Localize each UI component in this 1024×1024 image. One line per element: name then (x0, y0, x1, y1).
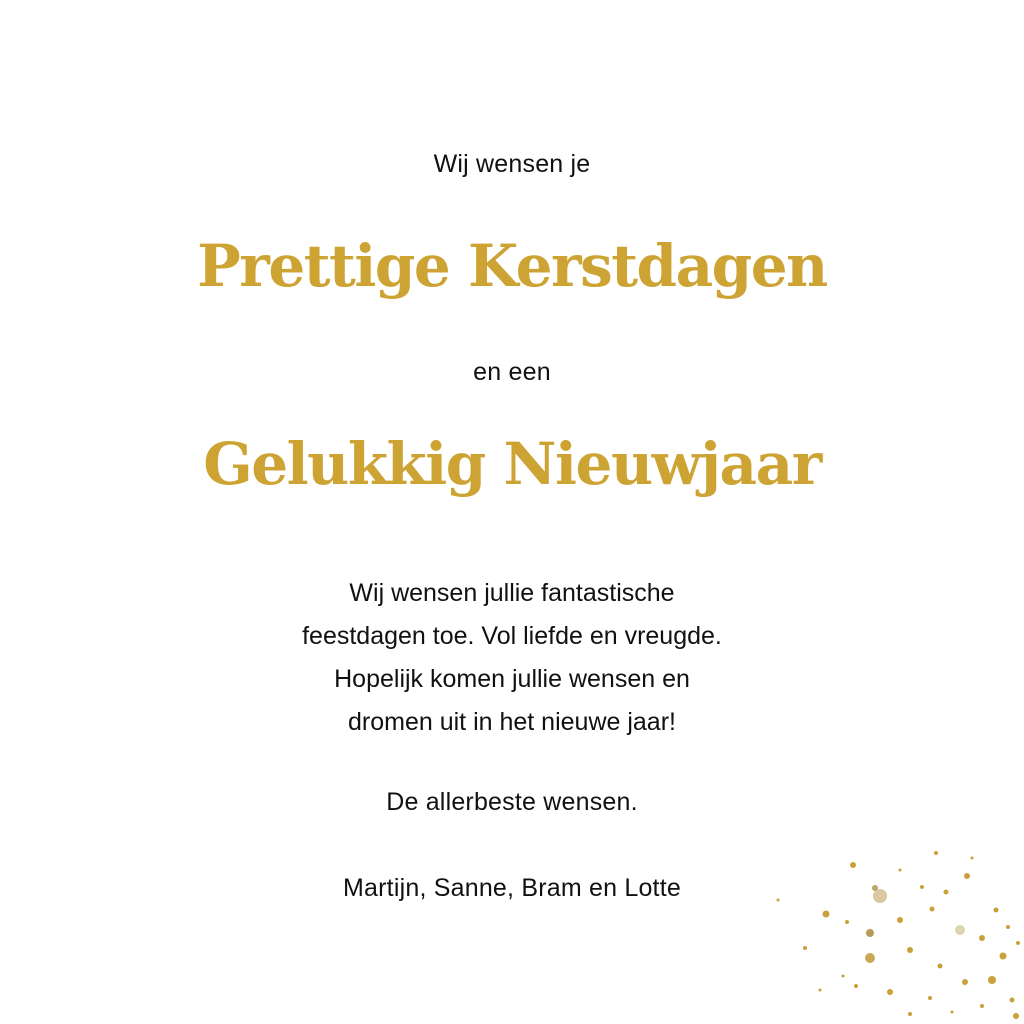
connector-text: en een (473, 358, 551, 386)
intro-text: Wij wensen je (433, 150, 591, 178)
headline-christmas: Prettige Kerstdagen (197, 232, 827, 300)
message-line: Wij wensen jullie fantastische (349, 579, 675, 607)
message-line: feestdagen toe. Vol liefde en vreugde. (302, 622, 722, 650)
gold-confetti-icon (760, 840, 1024, 1024)
message-line: dromen uit in het nieuwe jaar! (348, 708, 676, 736)
message-block (0, 572, 1024, 744)
headline-new-year: Gelukkig Nieuwjaar (203, 430, 821, 498)
message-line: Hopelijk komen jullie wensen en (334, 665, 690, 693)
signature-text: Martijn, Sanne, Bram en Lotte (343, 874, 681, 902)
closing-text: De allerbeste wensen. (386, 788, 638, 816)
